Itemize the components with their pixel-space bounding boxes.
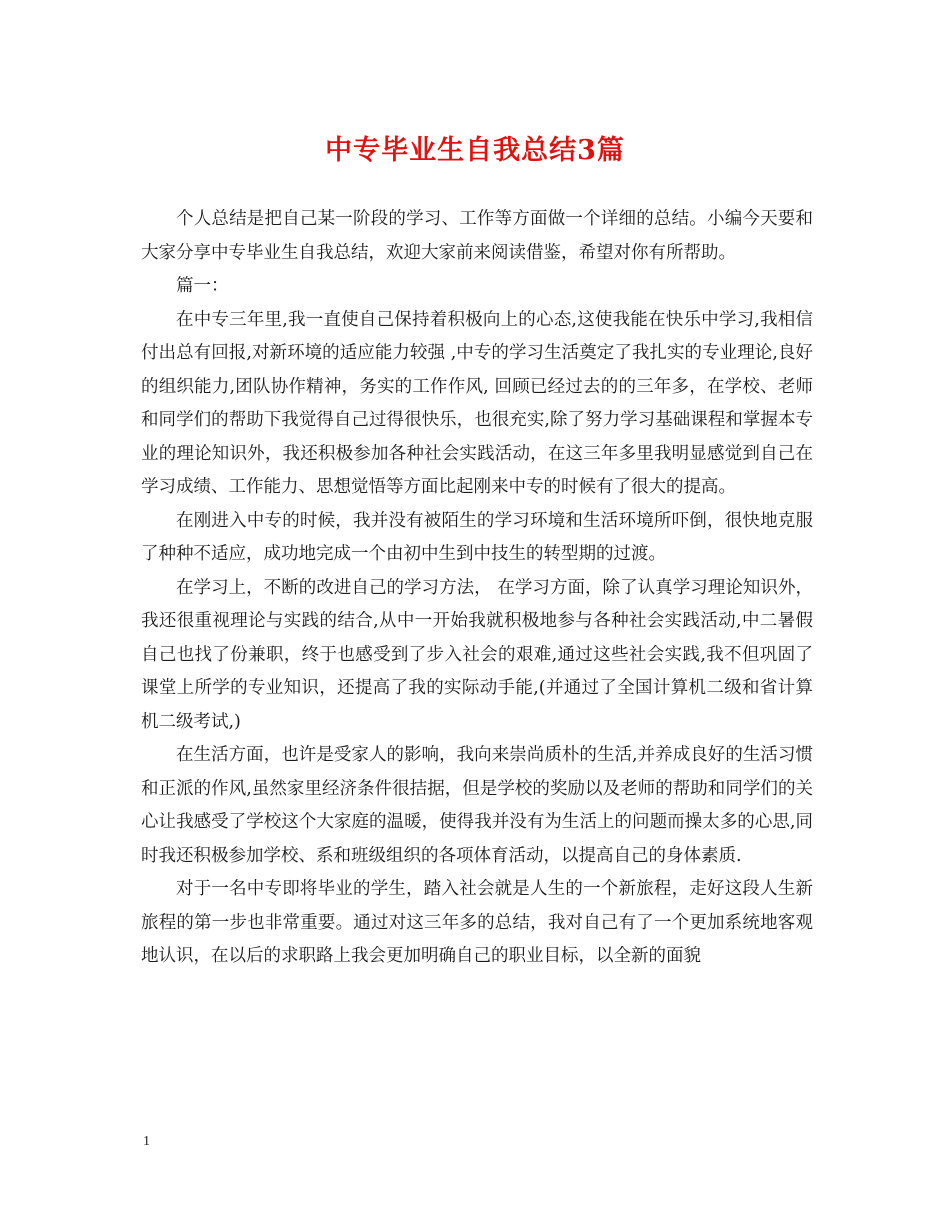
paragraph-three-years: 在中专三年里,我一直使自己保持着积极向上的心态,这使我能在快乐中学习,我相信付出总有回报,对新环境的适应能力较强 ,中专的学习生活奠定了我扎实的专业理论,良好的组织能力,团队协作精神，务实的工作作风, 回顾已经过去的的三年多，在学校、老师和同学们的帮助下我觉得自己过得很快乐，也很充实,除了努力学习基础课程和掌握本专业的理论知识外，我还积极参加各种社会实践活动，在这三年多里我明显感觉到自己在学习成绩、工作能力、思想觉悟等方面比起刚来中专的时候有了很大的提高。 xyxy=(141,309,813,497)
paragraph-life: 在生活方面，也许是受家人的影响，我向来崇尚质朴的生活,并养成良好的生活习惯和正派的作风,虽然家里经济条件很拮据，但是学校的奖励以及老师的帮助和同学们的关心让我感受了学校这个大家庭的温暖，使得我并没有为生活上的问题而操太多的心思,同时我还积极参加学校、系和班级组织的各项体育活动，以提高自己的身体素质. xyxy=(141,745,813,866)
paragraph-entering-school: 在刚进入中专的时候，我并没有被陌生的学习环境和生活环境所吓倒，很快地克服了种种不适应，成功地完成一个由初中生到中技生的转型期的过渡。 xyxy=(141,510,813,564)
section-heading-part-one: 篇一： xyxy=(176,276,229,296)
document-title: 中专毕业生自我总结3篇 xyxy=(325,135,625,166)
paragraph-intro: 个人总结是把自己某一阶段的学习、工作等方面做一个详细的总结。小编今天要和大家分享中专毕业生自我总结，欢迎大家前来阅读借鉴，希望对你有所帮助。 xyxy=(141,209,813,263)
document-body xyxy=(141,203,813,974)
page-number: 1 xyxy=(143,1134,150,1149)
paragraph-graduation: 对于一名中专即将毕业的学生，踏入社会就是人生的一个新旅程，走好这段人生新旅程的第一步也非常重要。通过对这三年多的总结，我对自己有了一个更加系统地客观地认识，在以后的求职路上我会更加明确自己的职业目标，以全新的面貌 xyxy=(141,879,813,966)
paragraph-study: 在学习上，不断的改进自己的学习方法， 在学习方面，除了认真学习理论知识外，我还很重视理论与实践的结合,从中一开始我就积极地参与各种社会实践活动,中二暑假自己也找了份兼职，终于也感受到了步入社会的艰难,通过这些社会实践,我不但巩固了课堂上所学的专业知识，还提高了我的实际动手能,(并通过了全国计算机二级和省计算机二级考试,) xyxy=(141,577,813,732)
